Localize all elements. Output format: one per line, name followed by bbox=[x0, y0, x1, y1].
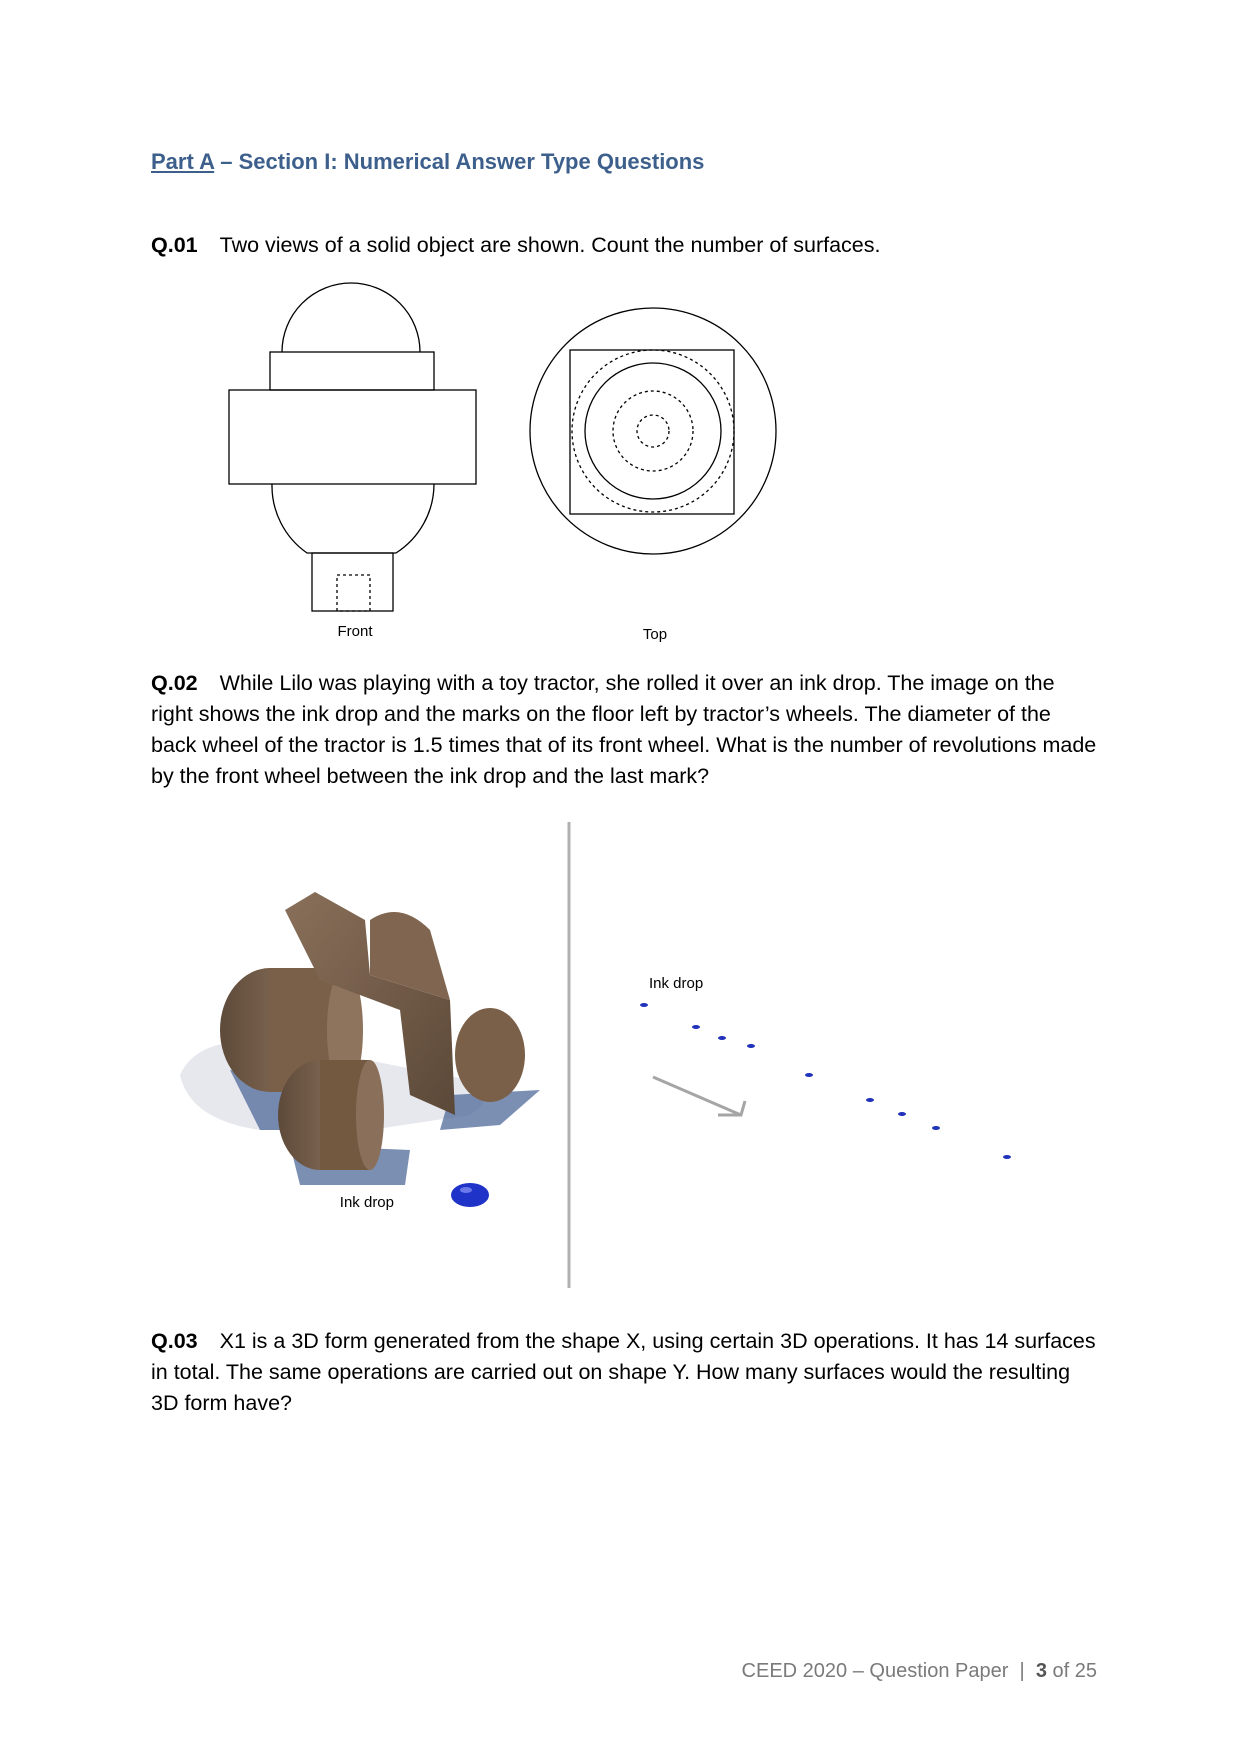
question-text: Two views of a solid object are shown. Count the number of surfaces. bbox=[219, 233, 881, 257]
ink-mark bbox=[898, 1112, 906, 1116]
top-hidden-circle-large bbox=[572, 350, 734, 512]
ink-drop bbox=[451, 1183, 489, 1207]
section-title: – Section I: Numerical Answer Type Questions bbox=[214, 149, 705, 174]
front-label: Front bbox=[337, 623, 373, 640]
question-1 bbox=[151, 230, 1101, 261]
footer-title: CEED 2020 – Question Paper bbox=[741, 1660, 1009, 1682]
ink-mark bbox=[718, 1036, 726, 1040]
front-top-dome bbox=[282, 283, 420, 352]
section-heading bbox=[151, 149, 704, 175]
q1-top-view bbox=[525, 305, 785, 645]
front-upper-block bbox=[270, 352, 434, 390]
question-number: Q.02 bbox=[151, 671, 198, 695]
top-outer-circle bbox=[530, 308, 776, 554]
front-base-block bbox=[312, 553, 393, 611]
right-ink-label: Ink drop bbox=[649, 975, 704, 992]
ink-mark bbox=[866, 1098, 874, 1102]
q2-divider bbox=[567, 822, 571, 1288]
ink-mark bbox=[805, 1073, 813, 1077]
front-bottom-dome bbox=[272, 484, 434, 553]
question-3 bbox=[151, 1326, 1101, 1419]
footer-separator: | bbox=[1019, 1660, 1025, 1682]
direction-arrow-icon bbox=[653, 1077, 745, 1115]
question-number: Q.03 bbox=[151, 1329, 198, 1353]
ink-mark bbox=[747, 1044, 755, 1048]
left-ink-label: Ink drop bbox=[339, 1194, 394, 1211]
page-number: 3 bbox=[1035, 1660, 1047, 1682]
ink-drop-highlight bbox=[460, 1187, 472, 1193]
ink-mark bbox=[932, 1126, 940, 1130]
ink-mark bbox=[640, 1003, 648, 1007]
question-2 bbox=[151, 668, 1101, 792]
page-total: of 25 bbox=[1052, 1660, 1097, 1682]
page-footer bbox=[742, 1660, 1097, 1683]
question-number: Q.01 bbox=[151, 233, 198, 257]
question-text: X1 is a 3D form generated from the shape X, using certain 3D operations. It has 14 surfaces in total. The same operations are carried out on shape Y. How many surfaces would the resulting 3D form have? bbox=[151, 1329, 1096, 1415]
q2-tractor-figure bbox=[170, 880, 550, 1220]
front-wheel-face bbox=[356, 1060, 384, 1170]
rear-right-wheel bbox=[455, 1008, 525, 1102]
front-hidden-hole bbox=[337, 575, 370, 611]
question-text: While Lilo was playing with a toy tractor, she rolled it over an ink drop. The image on the right shows the ink drop and the marks on the floor left by tractor’s wheels. The diameter of the back wheel of the tractor is 1.5 times that of its front wheel. What is the number of revolutions made by the front wheel between the ink drop and the last mark? bbox=[151, 671, 1097, 788]
top-label: Top bbox=[642, 626, 668, 643]
top-square bbox=[570, 350, 734, 514]
top-hidden-circle-mid bbox=[613, 391, 693, 471]
front-main-block bbox=[229, 390, 476, 484]
q1-front-view bbox=[225, 280, 485, 640]
top-hidden-circle-small bbox=[637, 415, 669, 447]
top-circle bbox=[585, 363, 721, 499]
q2-ink-marks bbox=[600, 960, 1060, 1180]
ink-mark bbox=[1003, 1155, 1011, 1159]
part-link: Part A bbox=[151, 149, 215, 174]
ink-mark bbox=[692, 1025, 700, 1029]
